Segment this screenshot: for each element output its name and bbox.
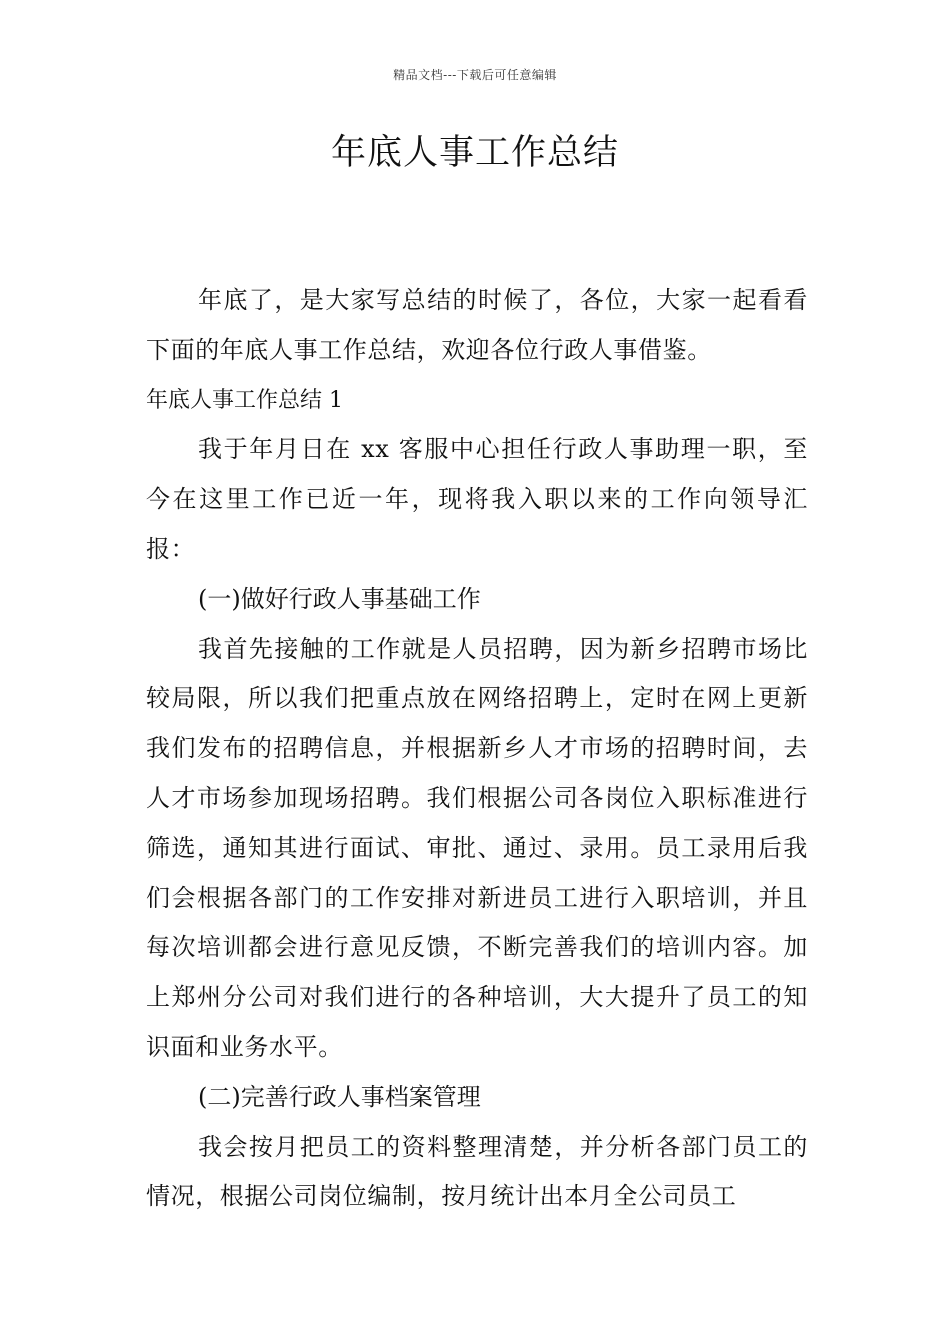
paragraph-2: 我首先接触的工作就是人员招聘，因为新乡招聘市场比较局限，所以我们把重点放在网络招聘上，定时在网上更新我们发布的招聘信息，并根据新乡人才市场的招聘时间，去人才市场参加现场招聘。我们根据公司各岗位入职标准进行筛选，通知其进行面试、审批、通过、录用。员工录用后我们会根据各部门的工作安排对新进员工进行入职培训，并且每次培训都会进行意见反馈，不断完善我们的培训内容。加上郑州分公司对我们进行的各种培训，大大提升了员工的知识面和业务水平。: [146, 634, 808, 1061]
subheading-1: (一)做好行政人事基础工作: [198, 584, 481, 613]
intro-paragraph: 年底了，是大家写总结的时候了，各位，大家一起看看下面的年底人事工作总结，欢迎各位行政人事借鉴。: [146, 286, 808, 364]
section-title: 年底人事工作总结 1: [146, 387, 343, 413]
document-title: 年底人事工作总结: [330, 133, 619, 173]
document-body: [146, 276, 808, 1222]
subheading-2: (二)完善行政人事档案管理: [198, 1082, 481, 1111]
paragraph-3: 我会按月把员工的资料整理清楚，并分析各部门员工的情况，根据公司岗位编制，按月统计出本月全公司员工: [146, 1132, 808, 1211]
paragraph-1: 我于年月日在 xx 客服中心担任行政人事助理一职，至今在这里工作已近一年，现将我入职以来的工作向领导汇报：: [146, 435, 808, 563]
header-note: 精品文档---下载后可任意编辑: [393, 68, 557, 82]
